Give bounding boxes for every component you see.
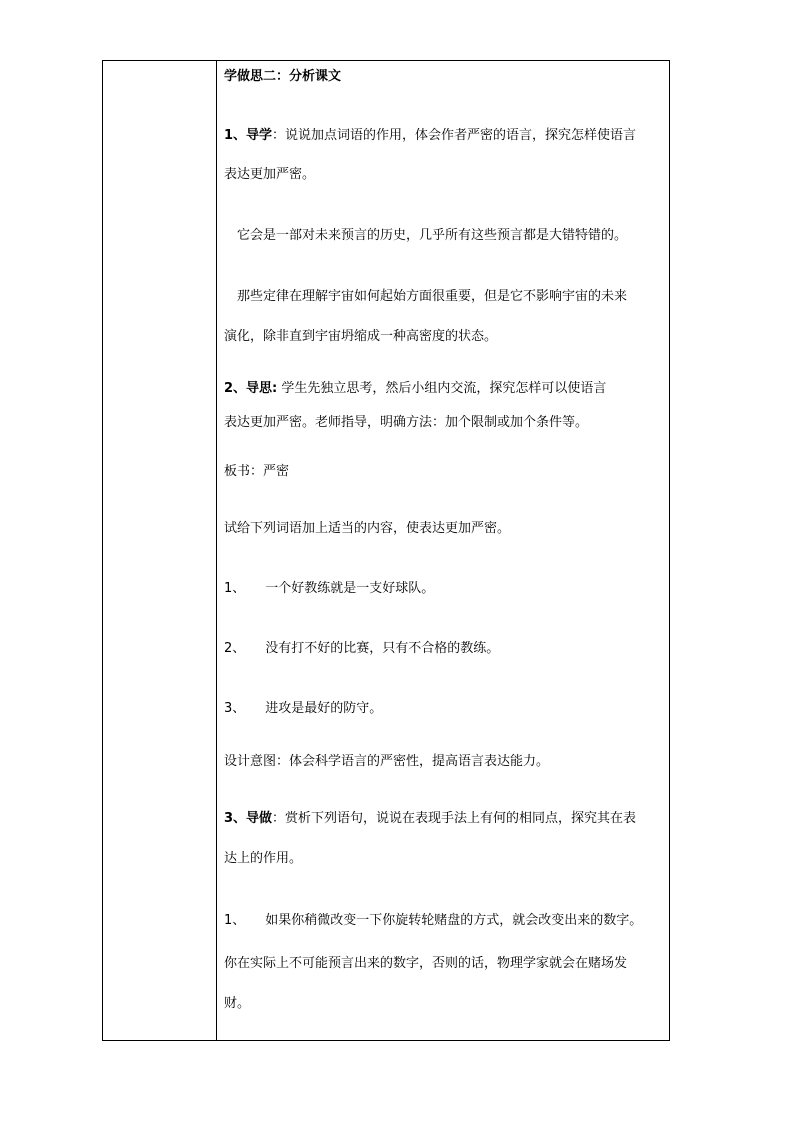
lead-do-text1: ：赏析下列语句，说说在表现手法上有何的相同点，探究其在表 — [272, 811, 637, 826]
exercise-num: 1、 — [224, 581, 246, 596]
content-cell — [217, 61, 669, 1040]
lead-think-text1: 学生先独立思考，然后小组内交流，探究怎样可以使语言 — [277, 381, 607, 396]
example-sentence-2-line1: 那些定律在理解宇宙如何起始方面很重要，但是它不影响宇宙的未来 — [237, 289, 628, 304]
board-note: 板书：严密 — [224, 464, 290, 479]
design-intent: 设计意图：体会科学语言的严密性，提高语言表达能力。 — [224, 754, 550, 769]
lesson-table — [102, 60, 670, 1041]
final-example-line3: 财。 — [224, 996, 251, 1011]
final-example-line1 — [224, 913, 642, 929]
exercise-text: 一个好教练就是一支好球队。 — [265, 581, 435, 596]
example-sentence-1: 它会是一部对未来预言的历史，几乎所有这些预言都是大错特错的。 — [237, 228, 628, 243]
lead-learn-line2: 表达更加严密。 — [224, 167, 316, 182]
final-example-num: 1、 — [224, 913, 246, 928]
lead-do-label: 3、导做 — [224, 811, 273, 826]
exercise-item-3 — [224, 701, 382, 717]
exercise-text: 没有打不好的比赛，只有不合格的教练。 — [265, 641, 500, 656]
lead-learn-line1 — [224, 128, 636, 144]
exercise-item-1 — [224, 581, 434, 597]
final-example-line2: 你在实际上不可能预言出来的数字，否则的话，物理学家就会在赌场发 — [224, 956, 628, 971]
lead-learn-text1: ：说说加点词语的作用，体会作者严密的语言，探究怎样使语言 — [272, 128, 637, 143]
lead-do-line2: 达上的作用。 — [224, 851, 303, 866]
exercise-item-2 — [224, 641, 499, 657]
example-sentence-2-line2: 演化，除非直到宇宙坍缩成一种高密度的状态。 — [224, 329, 498, 344]
lead-learn-label: 1、导学 — [224, 128, 273, 143]
exercise-text: 进攻是最好的防守。 — [265, 701, 383, 716]
lead-think-line1 — [224, 381, 606, 397]
exercise-num: 3、 — [224, 701, 246, 716]
lead-think-label: 2、导思: — [224, 381, 278, 396]
lead-think-line2: 表达更加严密。老师指导，明确方法：加个限制或加个条件等。 — [224, 415, 589, 430]
final-example-text1: 如果你稍微改变一下你旋转轮赌盘的方式，就会改变出来的数字。 — [265, 913, 643, 928]
exercise-intro: 试给下列词语加上适当的内容，使表达更加严密。 — [224, 521, 511, 536]
lead-do-line1 — [224, 811, 636, 827]
exercise-num: 2、 — [224, 641, 246, 656]
left-column-cell — [103, 61, 217, 1040]
section-title: 学做思二：分析课文 — [224, 69, 342, 84]
